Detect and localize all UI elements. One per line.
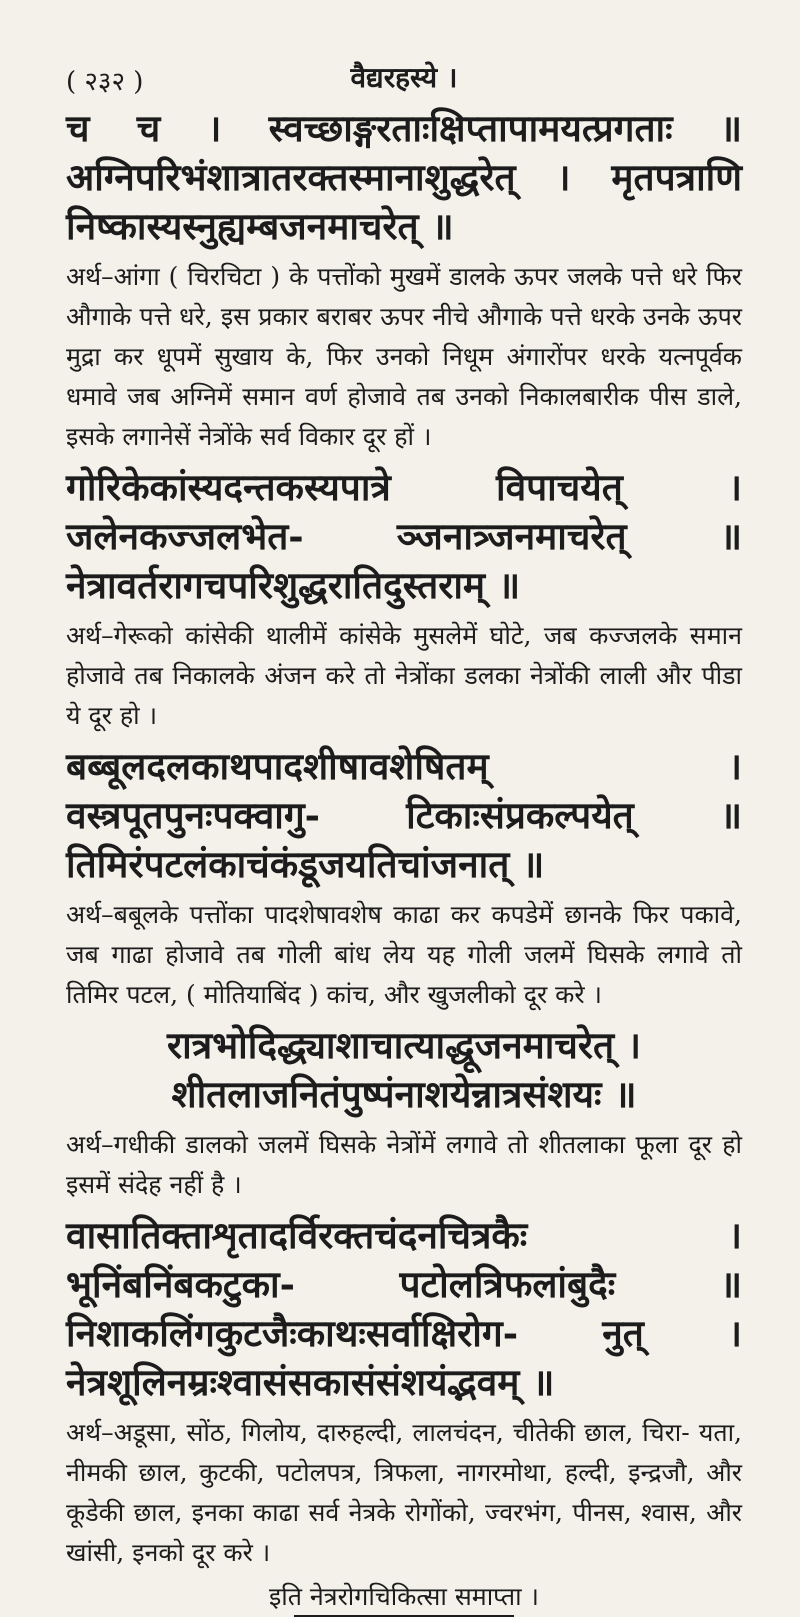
hindi-meaning: अर्थ–गेरूको कांसेकी थालीमें कांसेके मुसलेमें घोटे, जब कज्जलके समान होजावे तब निकालके अंजन करे तो नेत्रोंका डलका नेत्रोंकी लाली और पीडा ये दूर हो । [66,621,742,730]
hindi-meaning: अर्थ–अडूसा, सोंठ, गिलोय, दारुहल्दी, लालचंदन, चीतेकी छाल, चिरा- यता, नीमकी छाल, कुटकी, पटोलपत्र, त्रिफला, नागरमोथा, हल्दी, इन्द्रजौ, और कूडेकी छाल, इनका काढा सर्व नेत्रके रोगोंको, ज्वरभंग, पीनस, श्वास, और खांसी, इनको दूर करे । [66,1418,742,1567]
hindi-meaning: अर्थ–आंगा ( चिरचिटा ) के पत्तोंको मुखमें डालके ऊपर जलके पत्ते धरे फिर औगाके पत्ते धरे, इस प्रकार बराबर ऊपर नीचे औगाके पत्ते धरके उनके ऊपर मुद्रा कर धूपमें सुखाय के, फिर उनको निधूम अंगारोंपर धरके यत्नपूर्वक धमावे जब अग्निमें समान वर्ण होजावे तब उनको निकालबारीक पीस डाले, इसके लगानेसें नेत्रोंके सर्व विकार दूर हों । [66,262,742,451]
page-number: ( २३२ ) [66,67,144,97]
sanskrit-verse: रात्रभोदिद्ध्याशाचात्याद्धूजनमाचरेत् । शीतलाजनितंपुष्पंनाशयेन्नात्रसंशयः ॥ [167,1023,641,1116]
running-title: वैद्यरहस्ये । [350,61,458,94]
sanskrit-verse: वासातिक्ताशृतादर्विरक्तचंदनचित्रकैः । भूनिंबनिंबकटुका- पटोलत्रिफलांबुदैः ॥ निशाकलिंगकुटजैःकाथःसर्वाक्षिरोग- नुत् । नेत्रशूलिनम्रःश्वासंसकासंसंशयंद्भवम् ॥ [66,1213,742,1404]
hindi-meaning: अर्थ–बबूलके पत्तोंका पादशेषावशेष काढा कर कपडेमें छानके फिर पकावे, जब गाढा होजावे तब गोली बांध लेय यह गोली जलमें घिसके लगावे तो तिमिर पटल, ( मोतियाबिंद ) कांच, और खुजलीको दूर करे । [66,900,742,1009]
hindi-meaning: अर्थ–गधीकी डालको जलमें घिसके नेत्रोंमें लगावे तो शीतलाका फूला दूर हो इसमें संदेह नहीं है । [66,1130,742,1199]
chapter-colophon: इति नेत्ररोगचिकित्सा समाप्ता । [268,1582,540,1611]
page-header [66,58,742,98]
sanskrit-verse: च च । स्वच्छाङ्गरताःक्षिप्तापामयत्प्रगताः ॥ अग्निपरिभंशात्रातरक्तस्मानाशुद्धरेत् । मृतपत्राणि निष्कास्यस्नुह्यम्बजनमाचरेत् ॥ [66,106,742,248]
sanskrit-verse: बब्बूलदलकाथपादशीषावशेषितम् ।वस्त्रपूतपुनःपक्वागु- टिकाःसंप्रकल्पयेत् ॥तिमिरंपटलंकाचंकंडूजयतिचांजनात् ॥ [66,744,742,886]
sanskrit-verse: गोरिकेकांस्यदन्तकस्यपात्रे विपाचयेत् । जलेनकज्जलभेत- ञ्जनात्र्जनमाचरेत् ॥ नेत्रावर्तरागचपरिशुद्धरातिदुस्तराम् ॥ [66,465,742,607]
